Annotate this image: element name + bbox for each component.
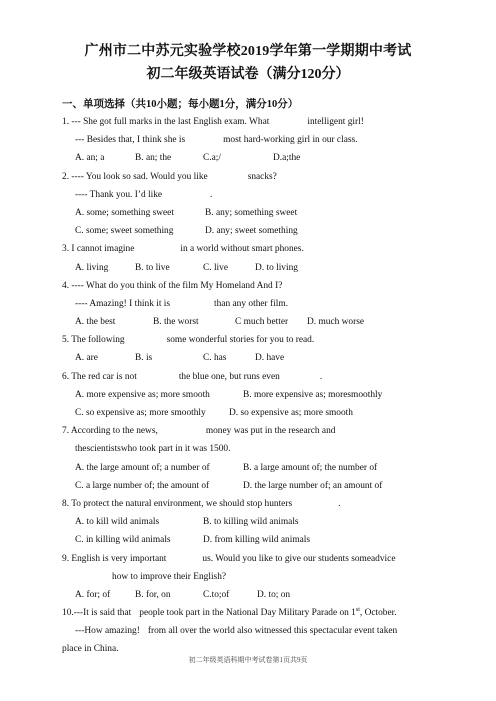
option-a[interactable]: A. living xyxy=(75,262,109,273)
option-a[interactable]: A. some; something sweet xyxy=(75,207,174,218)
exam-title: 广州市二中苏元实验学校2019学年第一学期期中考试 xyxy=(84,44,412,59)
question-4-line2: ---- Amazing! I think it is than any other film. xyxy=(75,298,288,309)
option-b[interactable]: B. an; the xyxy=(135,153,172,164)
question-1-options xyxy=(62,149,442,167)
option-d[interactable]: D.a;the xyxy=(273,153,301,164)
option-b[interactable]: B. is xyxy=(135,353,153,364)
question-5-stem: 5. The following some wonderful stories for you to read. xyxy=(62,335,315,346)
question-8-options-cd xyxy=(62,531,442,549)
option-c[interactable]: C.a;/ xyxy=(203,153,221,164)
question-7-line2: thescientistswho took part in it was 1500. xyxy=(75,444,231,455)
question-7-options-cd xyxy=(62,477,442,495)
question-1-line2: --- Besides that, I think she is most hard-working girl in our class. xyxy=(75,135,358,146)
option-c[interactable]: C. in killing wild animals xyxy=(75,535,171,546)
exam-subtitle: 初二年级英语试卷（满分120分） xyxy=(146,67,350,82)
option-d[interactable]: D. from killing wild animals xyxy=(203,535,311,546)
question-6-stem: 6. The red car is not the blue one, but runs even . xyxy=(62,371,323,382)
option-d[interactable]: D. have xyxy=(255,353,285,364)
question-1-stem: 1. --- She got full marks in the last English exam. What intelligent girl! xyxy=(62,117,364,127)
option-c[interactable]: C.to;of xyxy=(203,589,230,600)
option-b[interactable]: B. for, on xyxy=(135,589,171,600)
question-6-options-ab xyxy=(62,386,442,404)
question-3-stem: 3. I cannot imagine in a world without smart phones. xyxy=(62,244,304,255)
question-2-stem: 2. ---- You look so sad. Would you like snacks? xyxy=(62,171,277,182)
question-9-line2: how to improve their English? xyxy=(112,571,227,582)
option-d[interactable]: D. any; sweet something xyxy=(205,226,298,237)
option-d[interactable]: D. to living xyxy=(255,262,298,273)
question-9-stem: 9. English is very important us. Would you like to give our students someadvice xyxy=(62,553,396,564)
option-a[interactable]: A. the large amount of; a number of xyxy=(75,462,210,473)
option-c[interactable]: C. has xyxy=(203,353,227,364)
question-2-options-ab xyxy=(62,204,442,222)
option-d[interactable]: D. so expensive as; more smooth xyxy=(229,408,353,418)
question-2-line2: ---- Thank you. I’d like . xyxy=(75,189,213,200)
question-6-options-cd xyxy=(62,404,442,422)
option-c[interactable]: C much better xyxy=(235,317,289,328)
page-footer: 初二年级英语科期中考试卷第1页共9页 xyxy=(188,656,308,664)
question-10-stem: 10.---It is said that people took part in the National Day Military Parade on 1st, October. xyxy=(62,606,397,619)
question-10-line2: ---How amazing! from all over the world also witnessed this spectacular event taken xyxy=(75,626,398,637)
option-a[interactable]: A. more expensive as; more smooth xyxy=(75,389,210,400)
question-8-options-ab xyxy=(62,513,442,531)
option-a[interactable]: A. to kill wild animals xyxy=(75,517,160,528)
option-c[interactable]: C. so expensive as; more smoothly xyxy=(75,408,206,418)
option-b[interactable]: B. a large amount of; the number of xyxy=(243,462,378,473)
option-b[interactable]: B. to killing wild animals xyxy=(203,517,299,528)
question-list xyxy=(62,113,442,659)
question-9-options xyxy=(62,586,442,604)
question-3-options xyxy=(62,259,442,277)
question-7-options-ab xyxy=(62,459,442,477)
option-d[interactable]: D. much worse xyxy=(307,317,365,328)
question-7-stem: 7. According to the news, money was put in the research and xyxy=(62,426,336,437)
option-a[interactable]: A. an; a xyxy=(75,153,105,164)
option-a[interactable]: A. the best xyxy=(75,317,116,328)
question-5-options xyxy=(62,349,442,367)
option-b[interactable]: B. the worst xyxy=(153,317,199,328)
option-b[interactable]: B. any; something sweet xyxy=(205,207,298,218)
option-d[interactable]: D. the large number of; an amount of xyxy=(243,480,383,491)
option-b[interactable]: B. more expensive as; moresmoothly xyxy=(243,389,383,400)
option-c[interactable]: C. a large number of; the amount of xyxy=(75,480,210,491)
option-b[interactable]: B. to live xyxy=(135,262,170,273)
option-c[interactable]: C. live xyxy=(203,262,228,273)
option-d[interactable]: D. to; on xyxy=(257,589,291,600)
option-c[interactable]: C. some; sweet something xyxy=(75,226,174,237)
section-heading: 一、单项选择（共10小题；每小题1分，满分10分） xyxy=(62,99,299,110)
option-a[interactable]: A. for; of xyxy=(75,589,111,600)
option-a[interactable]: A. are xyxy=(75,353,98,364)
question-4-options xyxy=(62,313,442,331)
question-8-stem: 8. To protect the natural environment, we should stop hunters . xyxy=(62,498,341,509)
question-10-line3: place in China. xyxy=(62,644,119,655)
question-2-options-cd xyxy=(62,222,442,240)
question-4-stem: 4. ---- What do you think of the film My Homeland And I? xyxy=(62,280,283,291)
